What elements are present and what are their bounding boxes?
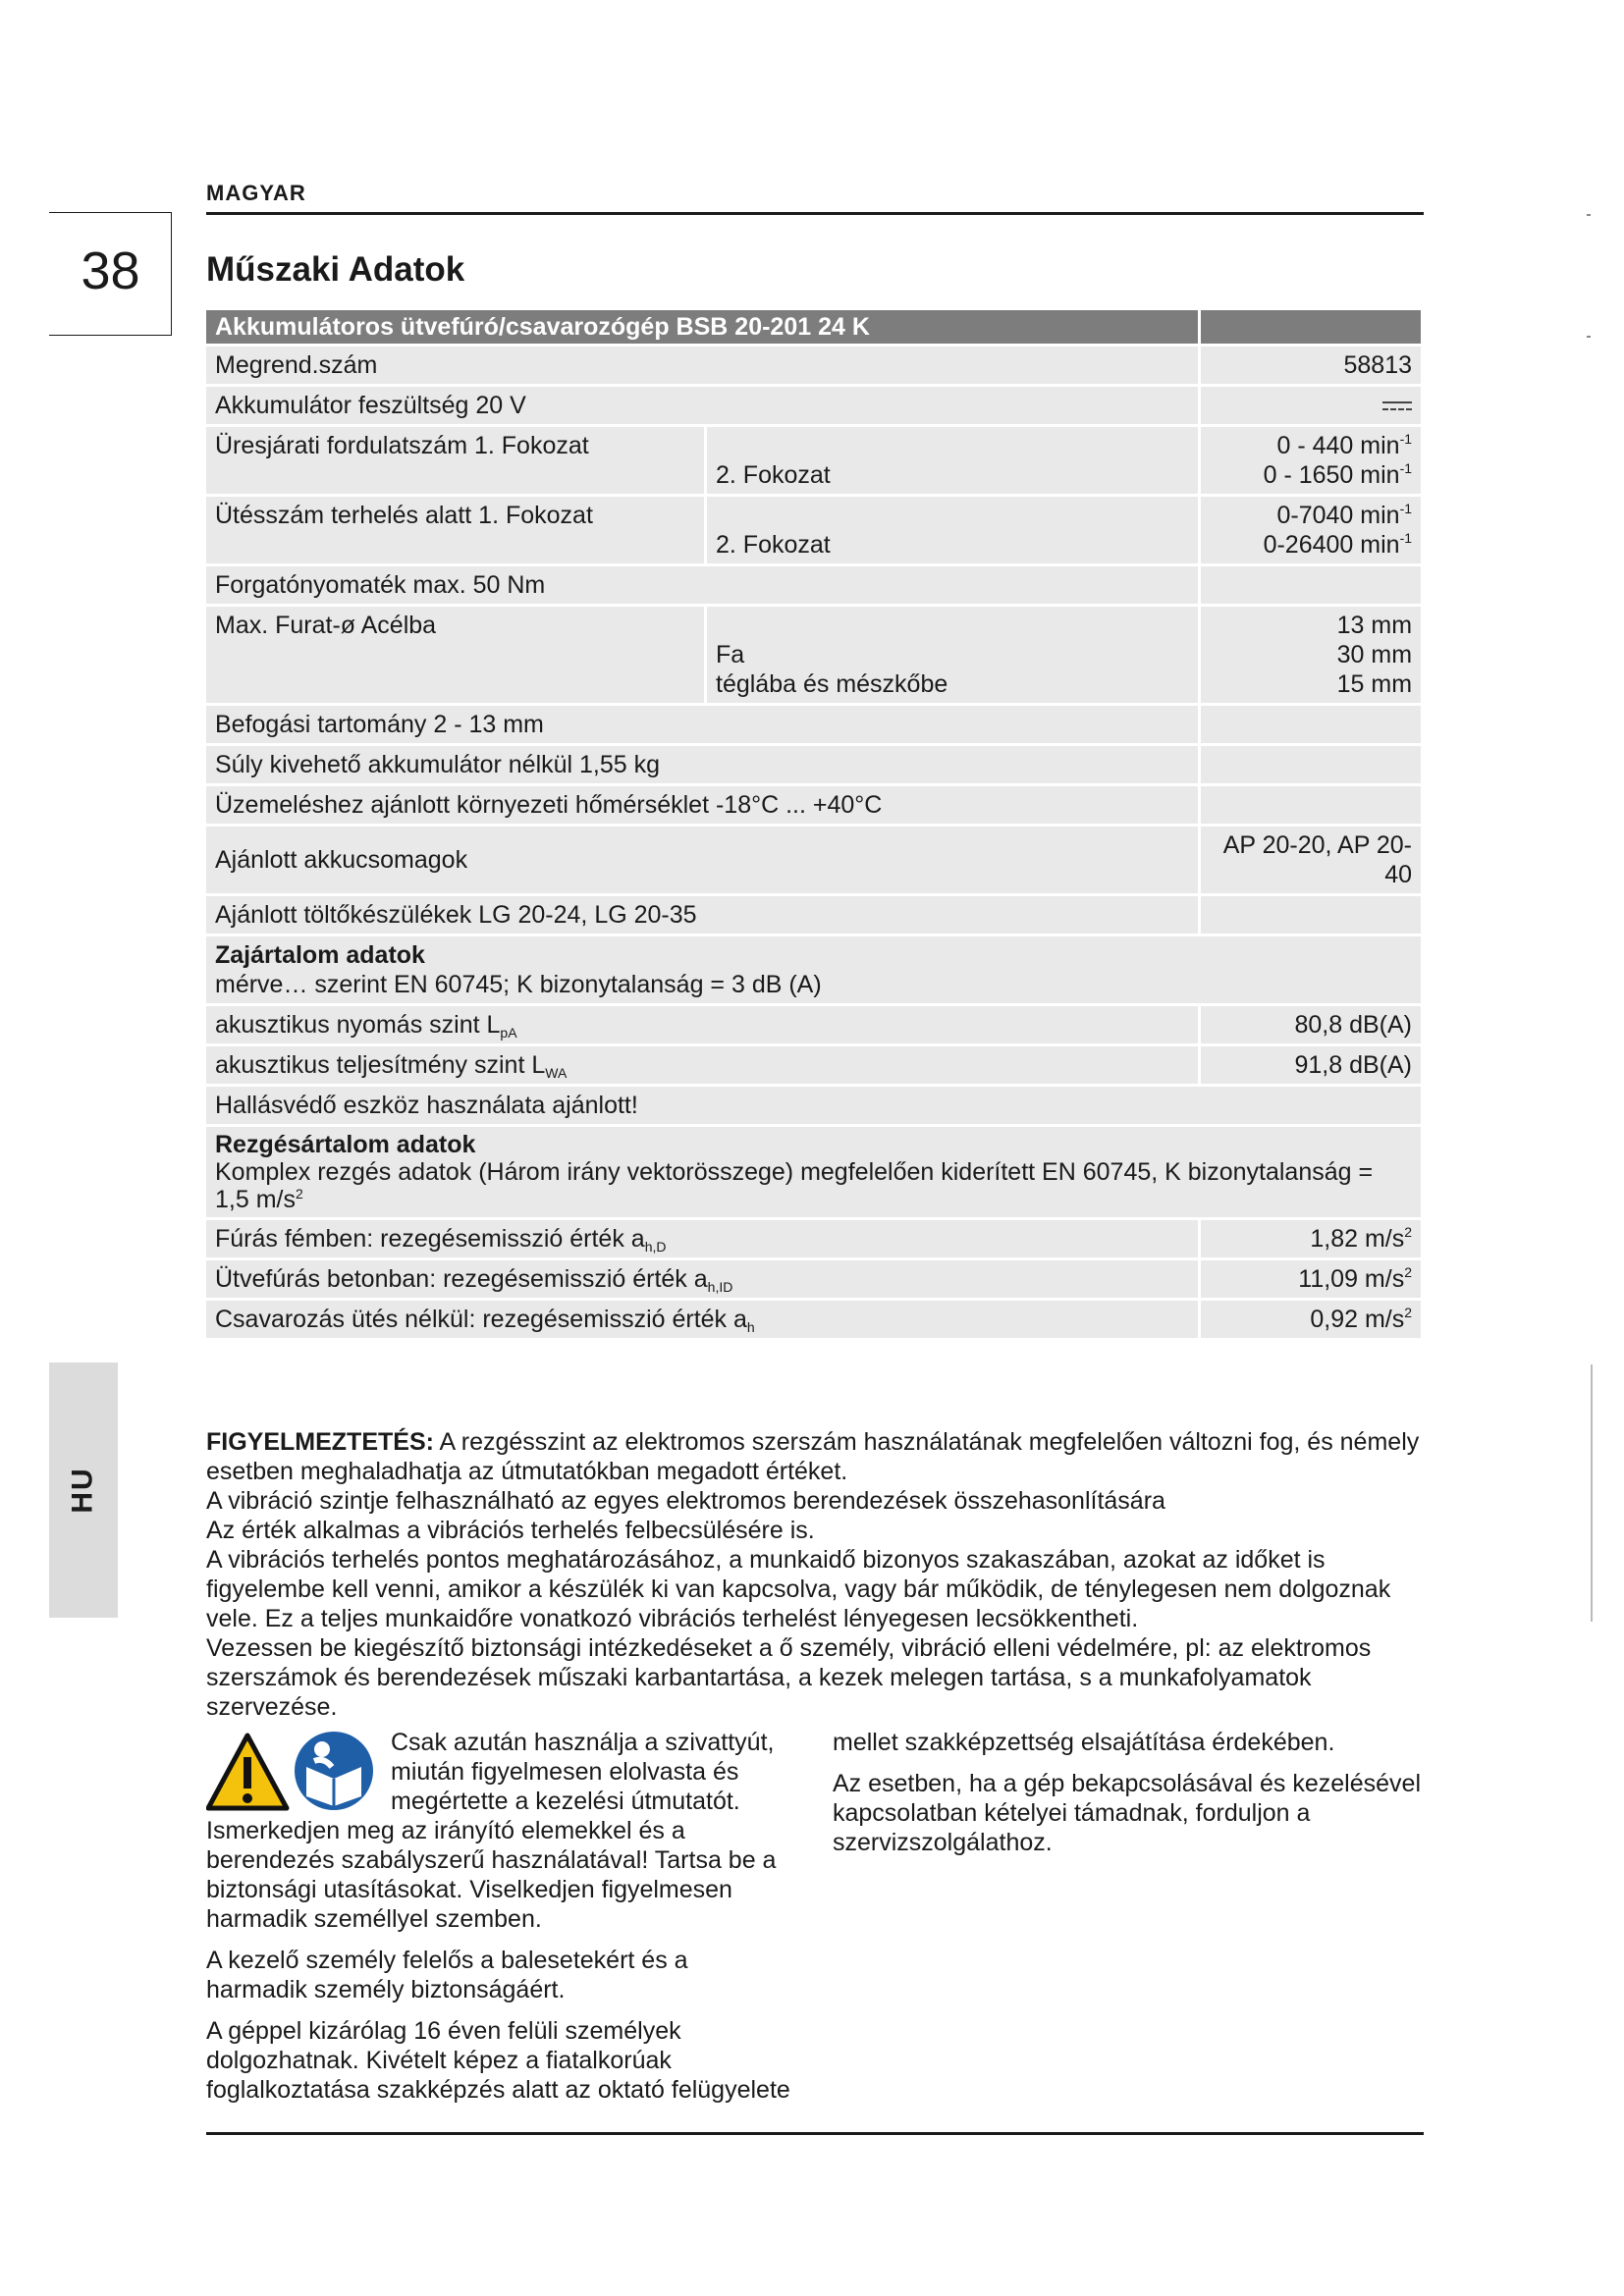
- safety-paragraph: mellet szakképzettség elsajátítása érdekében.: [833, 1729, 1335, 1756]
- table-row: akusztikus nyomás szint LpA 80,8 dB(A): [206, 1006, 1421, 1043]
- warning-line: Vezessen be kiegészítő biztonsági intézkedéseket a ő személy, vibráció elleni védelmére, pl: az elektromos szerszámok és berendezések műszaki karbantartása, a kezek melegen tartása, s a munkafolyamatok szervezése.: [206, 1634, 1372, 1721]
- vibration-description: Komplex rezgés adatok (Három irány vektorösszege) megfelelően kiderített EN 60745, K bizonytalanság = 1,5 m/s: [215, 1158, 1374, 1213]
- safety-paragraph: Az esetben, ha a gép bekapcsolásával és kezelésével kapcsolatban kételyei támadnak, forduljon a szervizszolgálathoz.: [833, 1770, 1421, 1856]
- lpa-label: akusztikus nyomás szint L: [215, 1011, 501, 1039]
- lpa-value: 80,8 dB(A): [1201, 1006, 1421, 1043]
- page-title: Műszaki Adatok: [206, 250, 465, 289]
- vib2-label: Ütvefúrás betonban: rezegésemisszió érték a: [215, 1265, 708, 1293]
- vib3-label: Csavarozás ütés nélkül: rezegésemisszió érték a: [215, 1306, 747, 1333]
- temperature-label: Üzemeléshez ajánlott környezeti hőmérséklet -18°C ... +40°C: [206, 786, 1198, 824]
- table-row: Üresjárati fordulatszám 1. Fokozat 2. Fokozat 0 - 440 $\min^{-1}$ 0 - 1650 $\min^{-1}$: [206, 427, 1421, 494]
- charger-label: Ajánlott töltőkészülékek LG 20-24, LG 20-35: [206, 896, 1198, 934]
- drill-label: Max. Furat-ø Acélba: [206, 607, 704, 703]
- side-tab-label: HU: [67, 1467, 99, 1514]
- page-number: 38: [81, 241, 140, 300]
- read-manual-icon: [295, 1732, 373, 1810]
- table-row: Ütvefúrás betonban: rezegésemisszió érték ah,ID 11,09 $m/s^2$: [206, 1260, 1421, 1298]
- battery-value: AP 20-20, AP 20-40: [1201, 827, 1421, 893]
- safety-paragraph: A kezelő személy felelős a balesetekért és a harmadik személy biztonságáért.: [206, 1947, 688, 2003]
- drill-wood: Fa: [716, 641, 745, 668]
- impact-value2: 0-26400 min: [1263, 531, 1400, 559]
- table-row: Fúrás fémben: rezegésemisszió érték ah,D 1,82 $m/s^2$: [206, 1220, 1421, 1257]
- noise-title: Zajártalom adatok: [215, 941, 425, 969]
- drill-brick: téglába és mészkőbe: [716, 670, 948, 698]
- lwa-value: 91,8 dB(A): [1201, 1046, 1421, 1084]
- warning-line: Az érték alkalmas a vibrációs terhelés felbecsülésére is.: [206, 1517, 815, 1544]
- table-row: [206, 347, 1421, 384]
- order-value: 58813: [1201, 347, 1421, 384]
- lwa-label: akusztikus teljesítmény szint L: [215, 1051, 546, 1079]
- warning-triangle-icon: [208, 1735, 287, 1808]
- table-row: Csavarozás ütés nélkül: rezegésemisszió érték ah 0,92 $m/s^2$: [206, 1301, 1421, 1338]
- safety-left-column: [206, 1728, 795, 2116]
- safety-icons: [206, 1728, 383, 1816]
- noload-value2: 0 - 1650 min: [1263, 461, 1400, 489]
- impact-gear2: 2. Fokozat: [707, 497, 1198, 563]
- safety-paragraph: Csak azután használja a szivattyút, miután figyelmesen elolvasta és megértette a kezelési útmutatót. Ismerkedjen meg az irányító elemekkel és a berendezés szabályszerű használatával! Tartsa be a biztonsági utasításokat. Viselkedjen figyelmesen harmadik személlyel szemben.: [206, 1729, 777, 1933]
- noload-gear2: 2. Fokozat: [707, 427, 1198, 494]
- order-label: Megrend.szám: [206, 347, 1198, 384]
- warning-block: [206, 1427, 1434, 1722]
- impact-label: Ütésszám terhelés alatt 1. Fokozat: [206, 497, 704, 563]
- warning-lead: FIGYELMEZTETÉS:: [206, 1428, 434, 1456]
- table-row: [206, 706, 1421, 743]
- warning-line: A rezgésszint az elektromos szerszám használatának megfelelően változni fog, és némely esetben meghaladhatja az útmutatókban megadott értéket.: [206, 1428, 1420, 1485]
- vibration-title: Rezgésártalom adatok: [215, 1131, 476, 1158]
- chuck-label: Befogási tartomány 2 - 13 mm: [206, 706, 1198, 743]
- table-row: [206, 827, 1421, 893]
- safety-right-column: [833, 1728, 1422, 1869]
- table-row: Ütésszám terhelés alatt 1. Fokozat 2. Fokozat 0-7040 $\min^{-1}$ 0-26400 $\min^{-1}$: [206, 497, 1421, 563]
- spec-heading: Akkumulátoros ütvefúró/csavarozógép BSB 20-201 24 K: [206, 310, 1198, 344]
- impact-value1: 0-7040 min: [1276, 502, 1400, 529]
- table-row: [206, 607, 1421, 703]
- table-row: [206, 310, 1421, 344]
- top-rule: [206, 212, 1424, 215]
- vib2-value: 11,09 m/s: [1298, 1265, 1405, 1293]
- vib1-label: Fúrás fémben: rezegésemisszió érték a: [215, 1225, 645, 1253]
- table-row: [206, 746, 1421, 783]
- noload-label: Üresjárati fordulatszám 1. Fokozat: [206, 427, 704, 494]
- battery-label: Ajánlott akkucsomagok: [206, 827, 1198, 893]
- noise-description: mérve… szerint EN 60745; K bizonytalanság = 3 dB (A): [215, 971, 822, 998]
- table-row: [206, 936, 1421, 1003]
- weight-label: Súly kivehető akkumulátor nélkül 1,55 kg: [206, 746, 1198, 783]
- table-row: akusztikus teljesítmény szint LWA 91,8 dB(A): [206, 1046, 1421, 1084]
- table-row: [206, 1087, 1421, 1124]
- edge-mark: [1591, 1364, 1593, 1622]
- vib3-value: 0,92 m/s: [1310, 1306, 1405, 1333]
- warning-line: A vibráció szintje felhasználható az egyes elektromos berendezések összehasonlítására: [206, 1487, 1165, 1515]
- table-row: [206, 387, 1421, 424]
- edge-mark: [1587, 336, 1591, 338]
- drill-wood-value: 30 mm: [1336, 641, 1413, 668]
- noload-value1: 0 - 440 min: [1276, 432, 1400, 459]
- table-row: [206, 786, 1421, 824]
- table-row: Rezgésártalom adatok Komplex rezgés adatok (Három irány vektorösszege) megfelelően kiderített EN 60745, K bizonytalanság = 1,5 $m/s^2$: [206, 1127, 1421, 1217]
- edge-mark: [1587, 214, 1591, 216]
- drill-brick-value: 15 mm: [1336, 670, 1413, 698]
- safety-paragraph: A géppel kizárólag 16 éven felüli személyek dolgozhatnak. Kivételt képez a fiatalkorúak foglalkoztatása szakképzés alatt az oktató felügyelete: [206, 2017, 790, 2104]
- hearing-note: Hallásvédő eszköz használata ajánlott!: [206, 1087, 1421, 1124]
- warning-line: A vibrációs terhelés pontos meghatározásához, a munkaidő bizonyos szakaszában, azokat az időket is figyelembe kell venni, amikor a készülék ki van kapcsolva, vagy bár működik, de ténylegesen nem dolgoznak vele. Ez a teljes munkaidőre vonatkozó vibrációs terhelést lényegesen lecsökkentheti.: [206, 1546, 1391, 1632]
- spec-table: [203, 307, 1424, 1341]
- bottom-rule: [206, 2132, 1424, 2135]
- drill-steel-value: 13 mm: [1336, 612, 1413, 639]
- voltage-label: Akkumulátor feszültség 20 V: [206, 387, 1198, 424]
- dc-symbol-icon: [1382, 400, 1412, 413]
- language-label: MAGYAR: [206, 181, 306, 205]
- vib1-value: 1,82 m/s: [1310, 1225, 1405, 1253]
- table-row: [206, 896, 1421, 934]
- torque-label: Forgatónyomaték max. 50 Nm: [206, 566, 1198, 604]
- table-row: [206, 566, 1421, 604]
